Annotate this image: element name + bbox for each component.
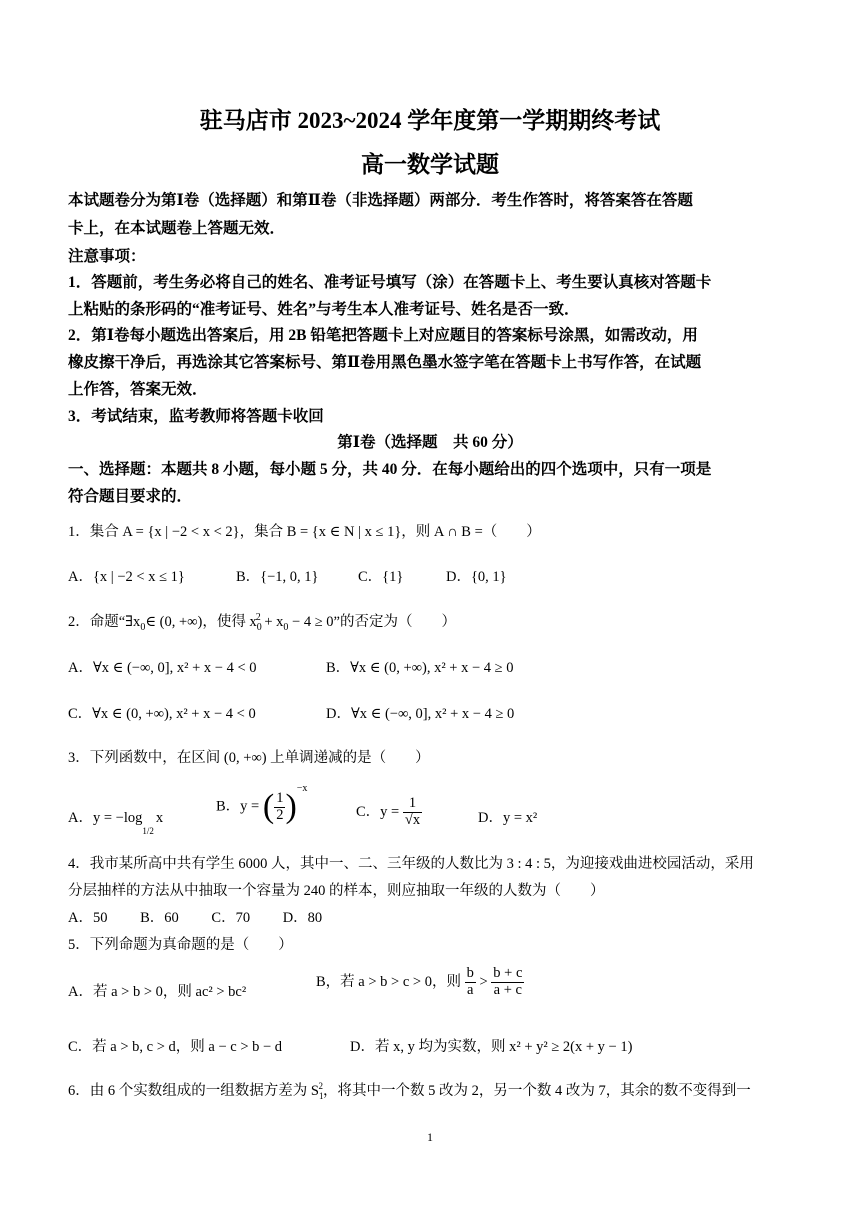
q5-stem: 5．下列命题为真命题的是（ ） <box>68 937 293 953</box>
q1-option-b: B．{−1, 0, 1} <box>236 569 319 585</box>
q3-option-a: A．$y = -\log_{1/2}x$ <box>68 810 164 836</box>
q4-options: A．50 B．60 C．70 D．80 <box>68 910 323 926</box>
exam-title: 驻马店市 2023~2024 学年度第一学期期终考试 <box>199 108 661 133</box>
q2-stem: 2．命题“$\exists x_0\in$ (0, +∞)，使得 $x_0^2 + x_0 - 4 \ge 0$”的否定为（ ） <box>68 612 456 633</box>
q4-line-2: 分层抽样的方法从中抽取一个容量为 240 的样本，则应抽取一年级的人数为（ ） <box>68 883 605 899</box>
q2-option-b: B．∀x ∈ (0, +∞), x² + x − 4 ≥ 0 <box>326 660 514 676</box>
q5-option-d: D．若 x, y 均为实数，则 x² + y² ≥ 2(x + y − 1) <box>350 1039 633 1055</box>
intro-line-1: 本试题卷分为第Ⅰ卷（选择题）和第Ⅱ卷（非选择题）两部分．考生作答时，将答案答在答题 <box>68 192 693 209</box>
note-2-line-2: 橡皮擦干净后，再选涂其它答案标号、第Ⅱ卷用黑色墨水签字笔在答题卡上书写作答，在试题 <box>68 354 702 371</box>
section-desc-2: 符合题目要求的． <box>68 488 193 505</box>
q5-option-b: B，若 a > b > c > 0，则 $\frac{b}{a}$ > $\frac{b + c}{a + c}$ <box>316 965 523 998</box>
q1-option-c: C．{1} <box>358 569 404 585</box>
q4-line-1: 4．我市某所高中共有学生 6000 人，其中一、二、三年级的人数比为 3 : 4 : 5，为迎接戏曲进校园活动，采用 <box>68 856 754 872</box>
q2-option-d: D．∀x ∈ (−∞, 0], x² + x − 4 ≥ 0 <box>326 706 515 722</box>
q5-option-c: C．若 a > b, c > d，则 a − c > b − d <box>68 1039 283 1055</box>
note-1-line-1: 1．答题前，考生务必将自己的姓名、准考证号填写（涂）在答题卡上、考生要认真核对答题卡 <box>68 274 712 291</box>
q3-stem: 3．下列函数中，在区间 (0, +∞) 上单调递减的是（ ） <box>68 750 430 766</box>
q6-line-1: 6．由 6 个实数组成的一组数据方差为 $S_1^2$，将其中一个数 5 改为 2，另一个数 4 改为 7，其余的数不变得到一 <box>68 1081 751 1101</box>
q3-option-b: B．y = ( $\frac{1}{2}$ )$^{-x}$ <box>216 782 308 825</box>
q5-option-a: A．若 a > b > 0，则 ac² > bc² <box>68 984 247 1000</box>
section-desc-1: 一、选择题：本题共 8 小题，每小题 5 分，共 40 分．在每小题给出的四个选项中，只有一项是 <box>68 461 712 478</box>
note-1-line-2: 上粘贴的条形码的“准考证号、姓名”与考生本人准考证号、姓名是否一致． <box>68 301 580 318</box>
q1-option-a: A．{x | −2 < x ≤ 1} <box>68 569 185 585</box>
q3-option-c: C．y = $\frac{1}{√x}$ <box>356 795 421 828</box>
q3-option-d: D．y = x² <box>478 810 538 826</box>
q1-stem: 1．集合 A = {x | −2 < x < 2}，集合 B = {x ∈ N | x ≤ 1}，则 A ∩ B =（ ） <box>68 524 541 540</box>
note-3: 3．考试结束，监考教师将答题卡收回 <box>68 408 324 425</box>
intro-line-2: 卡上，在本试题卷上答题无效． <box>68 220 286 237</box>
q1-option-d: D．{0, 1} <box>446 569 507 585</box>
section-heading: 第Ⅰ卷（选择题 共 60 分） <box>337 434 523 451</box>
q2-option-c: C．∀x ∈ (0, +∞), x² + x − 4 < 0 <box>68 706 256 722</box>
exam-subtitle: 高一数学试题 <box>361 152 499 177</box>
note-2-line-3: 上作答，答案无效． <box>68 381 208 398</box>
note-2-line-1: 2．第Ⅰ卷每小题选出答案后，用 2B 铅笔把答题卡上对应题目的答案标号涂黑，如需改动，用 <box>68 327 698 344</box>
q2-option-a: A．∀x ∈ (−∞, 0], x² + x − 4 < 0 <box>68 660 257 676</box>
notes-label: 注意事项： <box>68 248 146 265</box>
page-number: 1 <box>427 1130 433 1144</box>
